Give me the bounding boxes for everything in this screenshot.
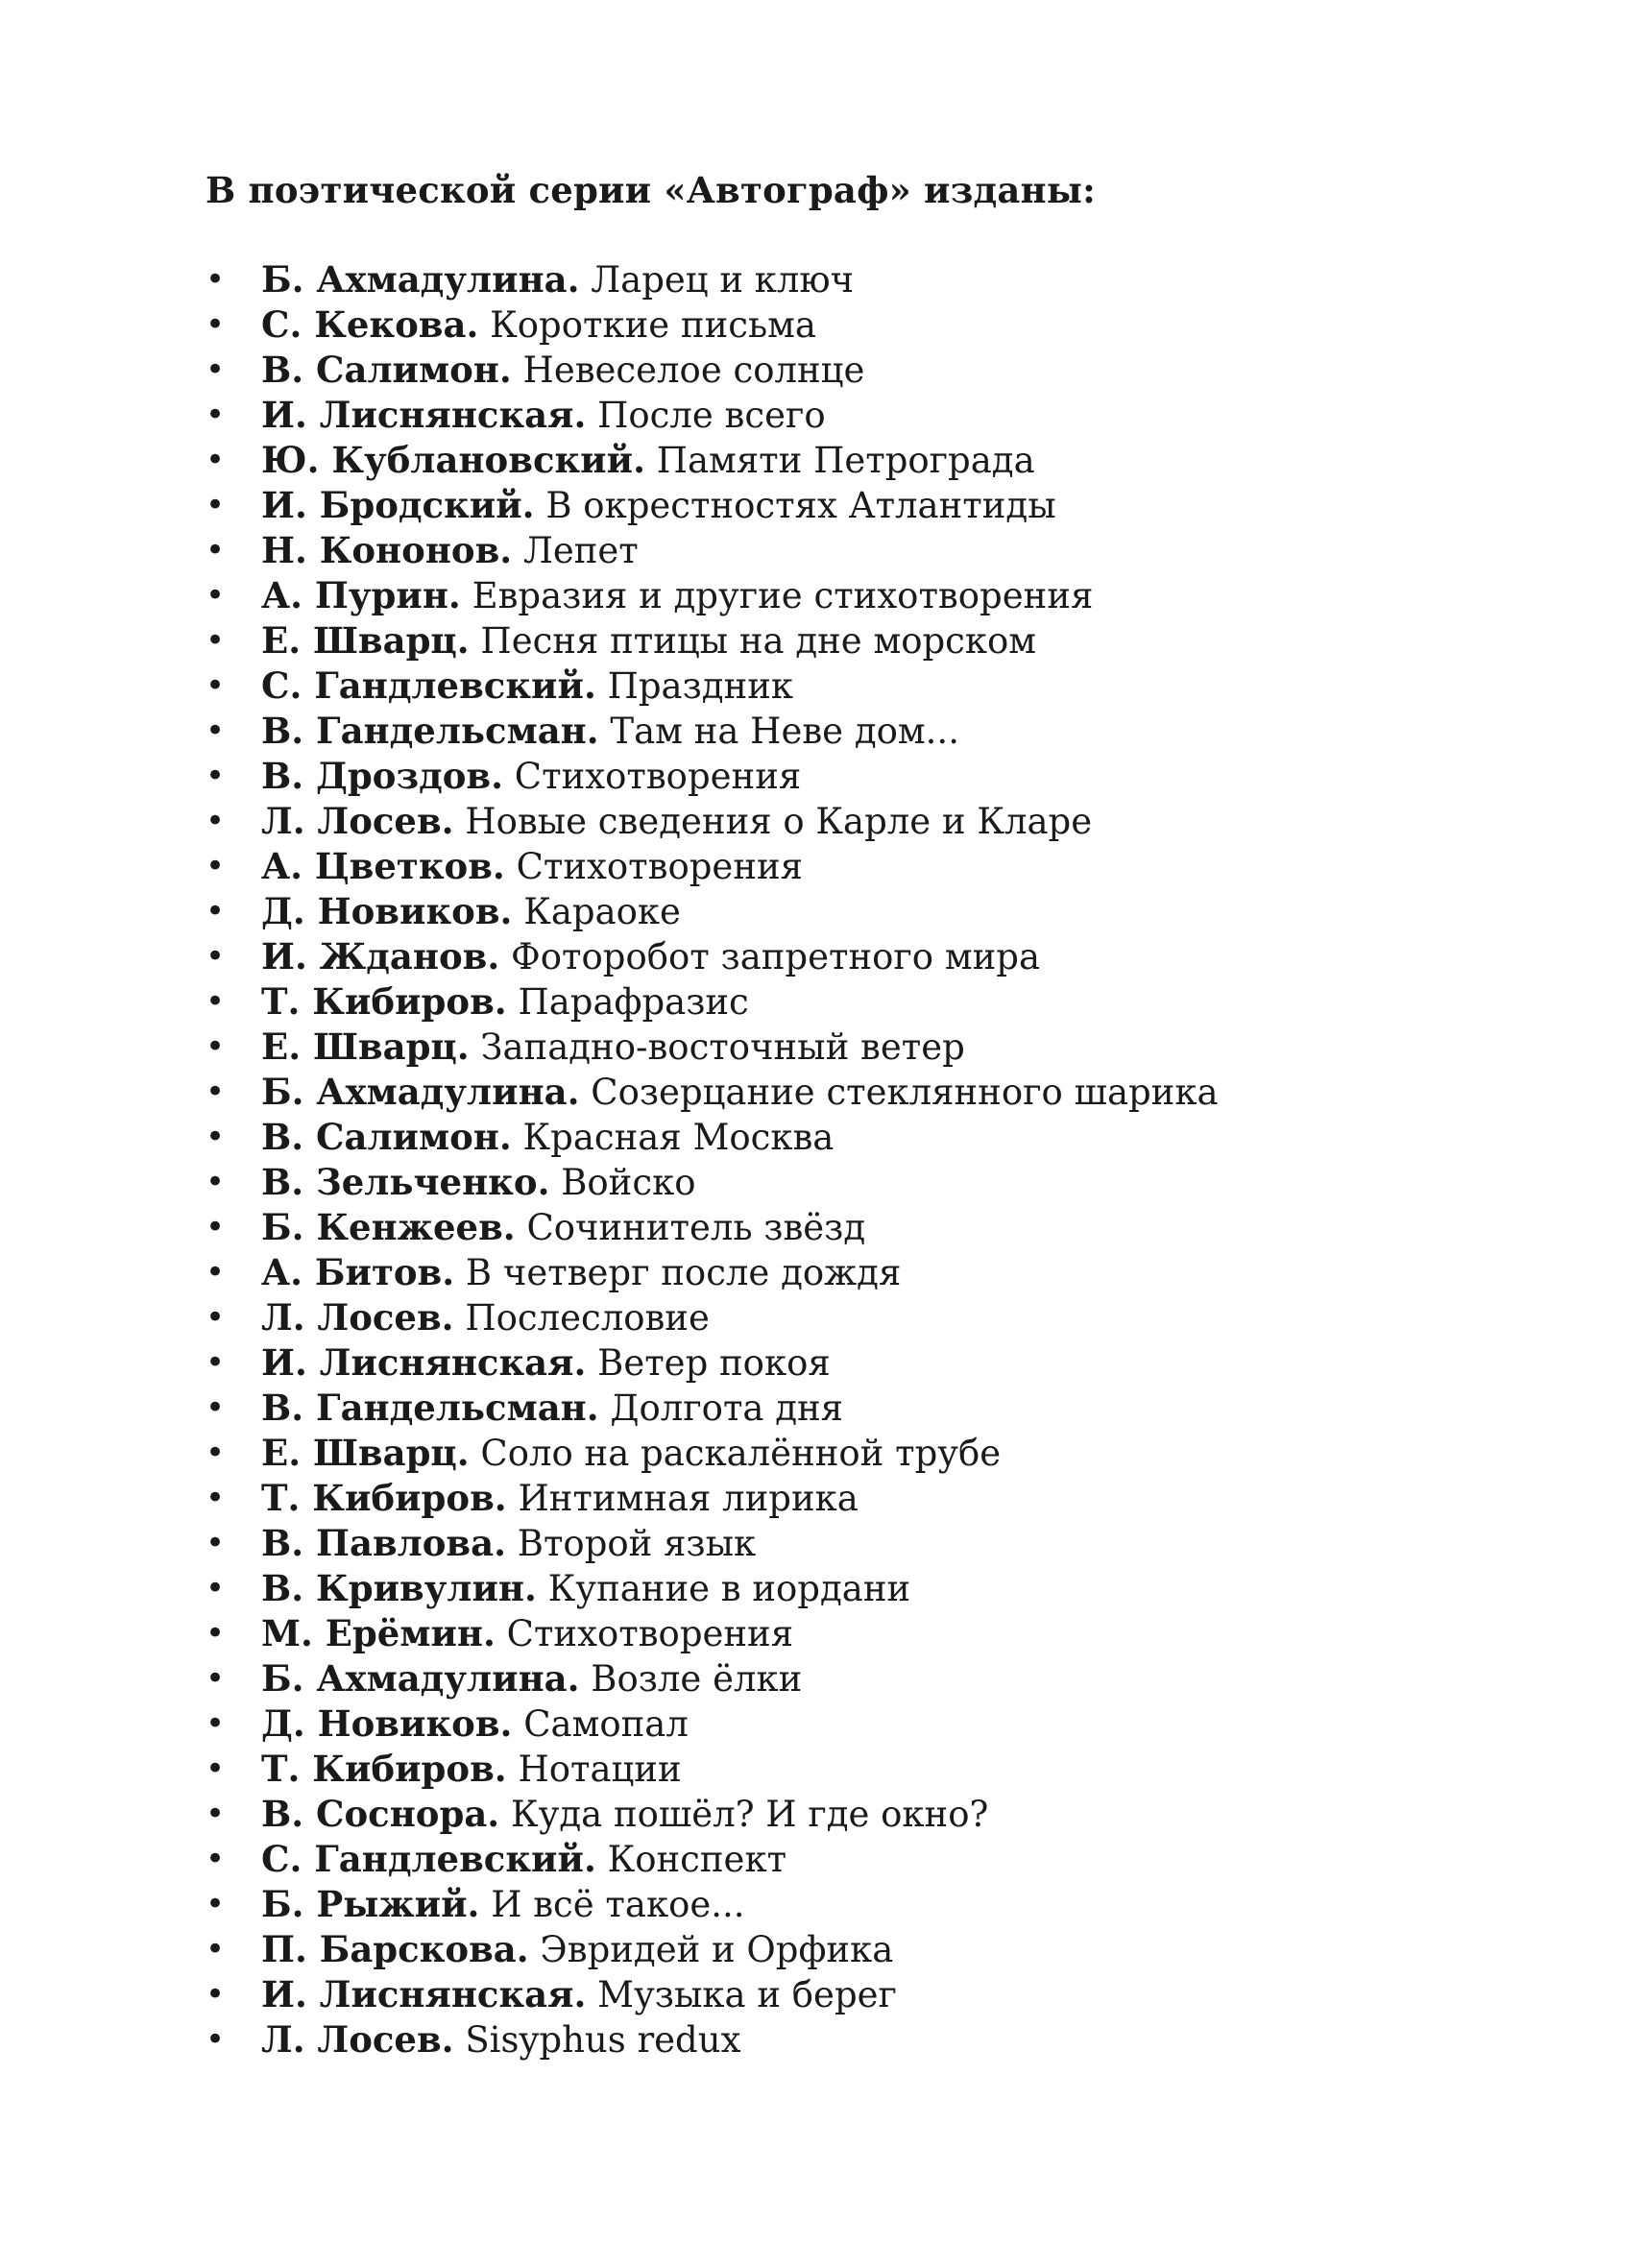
book-title: Самопал xyxy=(523,1703,689,1745)
book-author: П. Барскова. xyxy=(261,1928,529,1970)
series-heading: В поэтической серии «Автограф» изданы: xyxy=(206,169,1096,211)
list-item xyxy=(206,1471,1219,1519)
bullet-icon: • xyxy=(206,1659,226,1698)
book-title: Короткие письма xyxy=(490,304,816,346)
list-item xyxy=(206,794,1219,842)
bullet-icon: • xyxy=(206,350,226,389)
list-item xyxy=(206,1922,1219,1970)
book-title: Нотации xyxy=(518,1749,682,1790)
list-item xyxy=(206,1516,1219,1564)
book-title: Лепет xyxy=(522,530,639,571)
bullet-icon: • xyxy=(206,1073,226,1111)
book-author: Е. Шварц. xyxy=(261,619,470,662)
list-item xyxy=(206,298,1219,346)
book-author: Б. Ахмадулина. xyxy=(261,1657,580,1700)
bullet-icon: • xyxy=(206,621,226,660)
book-title: Возле ёлки xyxy=(591,1658,803,1700)
bullet-icon: • xyxy=(206,1434,226,1472)
book-title: Созерцание стеклянного шарика xyxy=(591,1072,1219,1113)
list-item xyxy=(206,1020,1219,1068)
book-author: Т. Кибиров. xyxy=(261,980,507,1023)
book-title: Стихотворения xyxy=(514,756,802,797)
book-author: Б. Рыжий. xyxy=(261,1883,480,1925)
bullet-icon: • xyxy=(206,1840,226,1878)
book-title: Стихотворения xyxy=(516,846,803,887)
list-item xyxy=(206,523,1219,571)
bullet-icon: • xyxy=(206,260,226,299)
book-title: После всего xyxy=(597,395,826,436)
bullet-icon: • xyxy=(206,441,226,479)
list-item xyxy=(206,1742,1219,1790)
book-author: Д. Новиков. xyxy=(261,890,513,932)
book-author: Л. Лосев. xyxy=(261,800,454,842)
book-author: В. Салимон. xyxy=(261,1116,512,1158)
book-title: Интимная лирика xyxy=(518,1478,859,1519)
book-author: Л. Лосев. xyxy=(261,1296,454,1339)
bullet-icon: • xyxy=(206,1569,226,1607)
book-author: Б. Ахмадулина. xyxy=(261,1071,580,1113)
bullet-icon: • xyxy=(206,1163,226,1201)
book-author: Л. Лосев. xyxy=(261,2018,454,2061)
book-title: Западно-восточный ветер xyxy=(480,1026,965,1068)
book-title: Красная Москва xyxy=(522,1117,835,1158)
book-title: Войско xyxy=(561,1162,696,1203)
book-author: Ю. Кублановский. xyxy=(261,439,645,481)
book-title: Конспект xyxy=(607,1839,787,1880)
book-author: Т. Кибиров. xyxy=(261,1748,507,1790)
book-title: Песня птицы на дне морском xyxy=(480,620,1037,662)
book-author: С. Кекова. xyxy=(261,303,479,346)
book-author: В. Павлова. xyxy=(261,1522,506,1564)
list-item xyxy=(206,749,1219,797)
book-title: Второй язык xyxy=(517,1523,757,1564)
list-item xyxy=(206,1787,1219,1835)
book-author: И. Лиснянская. xyxy=(261,394,587,436)
list-item xyxy=(206,2013,1219,2061)
bullet-icon: • xyxy=(206,1298,226,1337)
list-item xyxy=(206,1832,1219,1880)
book-title: Сочинитель звёзд xyxy=(526,1207,866,1248)
bullet-icon: • xyxy=(206,1885,226,1923)
bullet-icon: • xyxy=(206,1253,226,1291)
list-item xyxy=(206,975,1219,1023)
list-item xyxy=(206,1697,1219,1745)
bullet-icon: • xyxy=(206,1524,226,1562)
list-item xyxy=(206,478,1219,526)
bullet-icon: • xyxy=(206,712,226,750)
list-item xyxy=(206,253,1219,301)
list-item xyxy=(206,1606,1219,1652)
bullet-icon: • xyxy=(206,1479,226,1517)
book-title: Эвридей и Орфика xyxy=(540,1929,894,1970)
book-title: В окрестностях Атлантиды xyxy=(545,485,1056,526)
book-author: А. Пурин. xyxy=(261,574,461,616)
book-author: В. Гандельсман. xyxy=(261,710,599,752)
book-author: Б. Кенжеев. xyxy=(261,1206,516,1248)
book-title: Куда пошёл? И где окно? xyxy=(510,1794,989,1835)
book-author: Т. Кибиров. xyxy=(261,1477,507,1519)
bullet-icon: • xyxy=(206,1975,226,2014)
book-title: Ветер покоя xyxy=(597,1342,831,1384)
list-item xyxy=(206,1336,1219,1384)
list-item xyxy=(206,1110,1219,1158)
list-item xyxy=(206,1967,1219,2013)
book-author: Е. Шварц. xyxy=(261,1025,470,1068)
list-item xyxy=(206,1155,1219,1203)
list-item xyxy=(206,659,1219,707)
list-item xyxy=(206,568,1219,614)
book-author: Д. Новиков. xyxy=(261,1702,513,1745)
bullet-icon: • xyxy=(206,576,226,615)
bullet-icon: • xyxy=(206,1118,226,1156)
list-item xyxy=(206,1561,1219,1609)
bullet-icon: • xyxy=(206,486,226,524)
bullet-icon: • xyxy=(206,847,226,885)
book-author: С. Гандлевский. xyxy=(261,664,596,707)
bullet-icon: • xyxy=(206,1027,226,1066)
list-item xyxy=(206,704,1219,752)
book-title: Купание в иордани xyxy=(547,1568,911,1609)
list-item xyxy=(206,1381,1219,1429)
book-author: М. Ерёмин. xyxy=(261,1612,496,1654)
bullet-icon: • xyxy=(206,666,226,705)
bullet-icon: • xyxy=(206,2020,226,2059)
book-author: В. Салимон. xyxy=(261,349,512,391)
book-author: А. Битов. xyxy=(261,1251,455,1293)
book-author: В. Зельченко. xyxy=(261,1161,550,1203)
bullet-icon: • xyxy=(206,1749,226,1788)
list-item xyxy=(206,839,1219,887)
book-author: В. Дроздов. xyxy=(261,755,504,797)
book-author: И. Бродский. xyxy=(261,484,535,526)
book-author: Е. Шварц. xyxy=(261,1432,470,1474)
list-item xyxy=(206,884,1219,932)
bullet-icon: • xyxy=(206,305,226,344)
book-title: Парафразис xyxy=(518,981,749,1023)
book-author: И. Лиснянская. xyxy=(261,1341,587,1384)
list-item xyxy=(206,388,1219,436)
bullet-icon: • xyxy=(206,1704,226,1743)
book-author: В. Соснора. xyxy=(261,1793,500,1835)
book-author: В. Гандельсман. xyxy=(261,1387,599,1429)
list-item xyxy=(206,614,1219,662)
bullet-icon: • xyxy=(206,1388,226,1427)
book-title: Евразия и другие стихотворения xyxy=(472,575,1094,616)
list-item xyxy=(206,1291,1219,1339)
book-title: Праздник xyxy=(607,665,794,707)
bullet-icon: • xyxy=(206,892,226,930)
bullet-icon: • xyxy=(206,982,226,1021)
book-title: В четверг после дождя xyxy=(465,1252,902,1293)
bullet-icon: • xyxy=(206,937,226,976)
book-author: И. Жданов. xyxy=(261,935,500,977)
book-author: С. Гандлевский. xyxy=(261,1838,596,1880)
bullet-icon: • xyxy=(206,531,226,569)
list-item xyxy=(206,1652,1219,1700)
list-item xyxy=(206,929,1219,975)
list-item xyxy=(206,1065,1219,1113)
book-title: Памяти Петрограда xyxy=(656,440,1035,481)
list-item xyxy=(206,1245,1219,1291)
book-title: Долгота дня xyxy=(610,1387,844,1429)
list-item xyxy=(206,1877,1219,1925)
bullet-icon: • xyxy=(206,1930,226,1968)
book-title: Ларец и ключ xyxy=(591,259,855,301)
book-title: Невеселое солнце xyxy=(522,350,865,391)
bullet-icon: • xyxy=(206,757,226,795)
book-title: Стихотворения xyxy=(506,1613,794,1654)
book-author: Б. Ахмадулина. xyxy=(261,258,580,301)
book-title: Там на Неве дом... xyxy=(610,711,959,752)
book-author: Н. Кононов. xyxy=(261,529,513,571)
book-author: И. Лиснянская. xyxy=(261,1973,587,2015)
book-title: Соло на раскалённой трубе xyxy=(480,1433,1002,1474)
book-author: А. Цветков. xyxy=(261,845,505,887)
book-author: В. Кривулин. xyxy=(261,1567,537,1609)
bullet-icon: • xyxy=(206,1795,226,1833)
book-title: Новые сведения о Карле и Кларе xyxy=(465,801,1093,842)
bullet-icon: • xyxy=(206,1208,226,1246)
bullet-icon: • xyxy=(206,396,226,434)
bullet-icon: • xyxy=(206,802,226,840)
bullet-icon: • xyxy=(206,1614,226,1653)
list-item xyxy=(206,1200,1219,1248)
book-title: Sisyphus redux xyxy=(465,2019,741,2061)
book-title: Фоторобот запретного мира xyxy=(511,936,1041,977)
book-list xyxy=(206,253,1219,2061)
book-title: Музыка и берег xyxy=(597,1974,897,2015)
book-title: И всё такое... xyxy=(491,1884,745,1925)
list-item xyxy=(206,433,1219,481)
book-title: Караоке xyxy=(523,891,681,932)
list-item xyxy=(206,1426,1219,1474)
book-title: Послесловие xyxy=(465,1297,710,1339)
bullet-icon: • xyxy=(206,1343,226,1382)
list-item xyxy=(206,343,1219,391)
